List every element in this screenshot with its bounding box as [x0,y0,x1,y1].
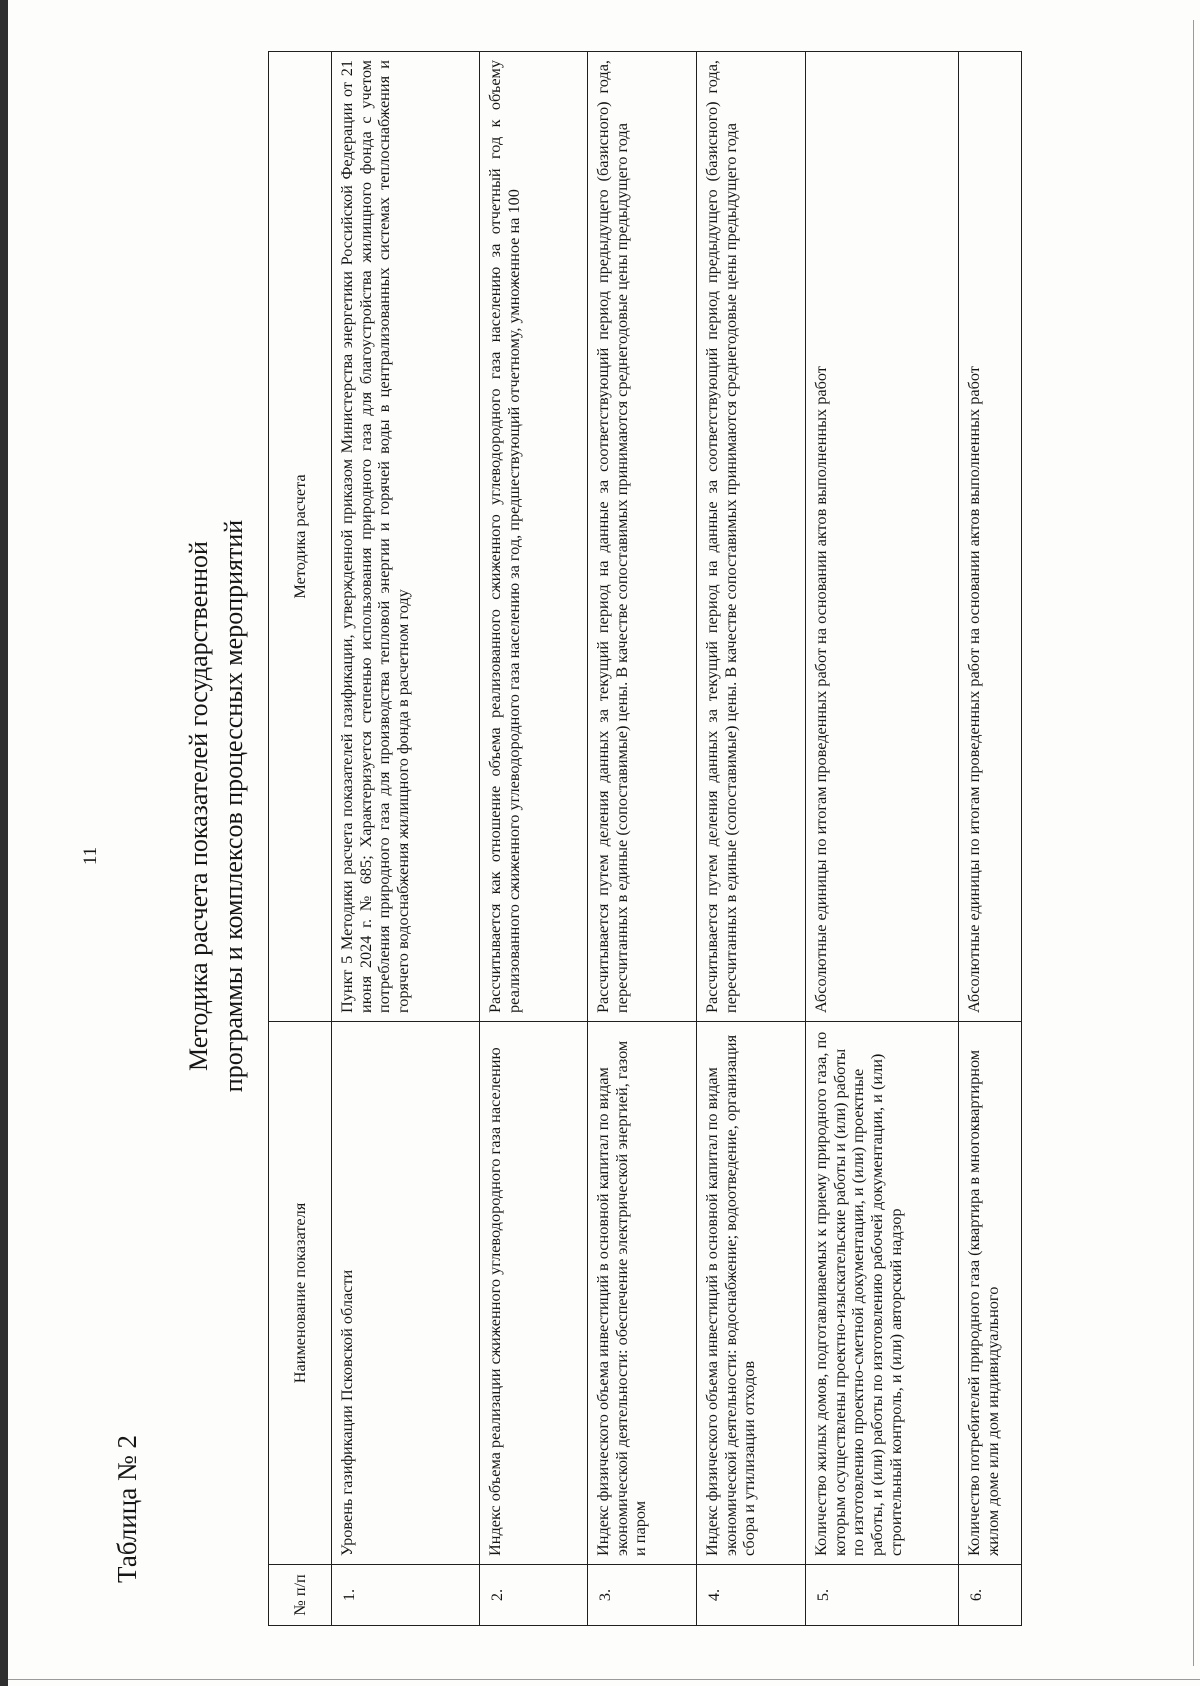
indicator-name: Уровень газификации Псковской области [332,1022,480,1565]
calculation-method: Абсолютные единицы по итогам проведенных работ на основании актов выполненных работ [959,52,1022,1022]
row-number: 4. [697,1565,806,1626]
calculation-method: Пункт 5 Методики расчета показателей газификации, утвержденной приказом Министерства энергетики Российской Федерации от 21 июня 2024 г. № 685; Характеризуется степенью использования природного газа для благоустройства жилищного фонда с учетом потребления природного газа для производства тепловой энергии и горячей воды в централизованных системах теплоснабжения и горячего водоснабжения жилищного фонда в расчетном году [332,52,480,1022]
calculation-method: Абсолютные единицы по итогам проведенных работ на основании актов выполненных работ [806,52,959,1022]
calculation-method: Рассчитывается как отношение объема реализованного сжиженного углеводородного газа населению за отчетный год к объему реализованного сжиженного углеводородного газа населению за год, предшествующий отчетному, умноженное на 100 [480,52,588,1022]
table-row [959,52,1022,1626]
indicators-table [268,51,1022,1626]
row-number: 5. [806,1565,959,1626]
calculation-method: Рассчитывается путем деления данных за текущий период на данные за соответствующий период предыдущего (базисного) года, пересчитанных в единые (сопоставимые) цены. В качестве сопоставимых принимаются среднегодовые цены предыдущего года [588,52,697,1022]
header-name: Наименование показателя [269,1022,332,1565]
title-line: Методика расчета показателей государственной [184,541,213,1071]
table-header-row [269,52,332,1626]
row-number: 6. [959,1565,1022,1626]
indicator-name: Количество потребителей природного газа (квартира в многоквартирном жилом доме или дом индивидуального [959,1022,1022,1565]
table-label: Таблица № 2 [112,1435,142,1583]
row-number: 2. [480,1565,588,1626]
table-row [332,52,480,1626]
indicator-name: Количество жилых домов, подготавливаемых к приему природного газа, по которым осуществлены проектно-изыскательские работы и (или) работы по изготовлению проектно-сметной документации, и (или) проектные работы, и (или) работы по изготовлению рабочей документации, и (или) строительный контроль, и (или) авторский надзор [806,1022,959,1565]
table-row [806,52,959,1626]
page-number: 11 [80,846,101,866]
title-line: программы и комплексов процессных мероприятий [218,519,248,1093]
indicator-name: Индекс физического объема инвестиций в основной капитал по видам экономической деятельности: обеспечение электрической энергией, газом и паром [588,1022,697,1565]
row-number: 3. [588,1565,697,1626]
table-row [588,52,697,1626]
table-row [697,52,806,1626]
table-row [480,52,588,1626]
header-number: № п/п [269,1565,332,1626]
row-number: 1. [332,1565,480,1626]
indicator-name: Индекс физического объема инвестиций в основной капитал по видам экономической деятельности: водоснабжение; водоотведение, организация сбора и утилизации отходов [697,1022,806,1565]
document-title [182,326,251,1286]
calculation-method: Рассчитывается путем деления данных за текущий период на данные за соответствующий период предыдущего (базисного) года, пересчитанных в единые (сопоставимые) цены. В качестве сопоставимых принимаются среднегодовые цены предыдущего года [697,52,806,1022]
indicator-name: Индекс объема реализации сжиженного углеводородного газа населению [480,1022,588,1565]
header-method: Методика расчета [269,52,332,1022]
